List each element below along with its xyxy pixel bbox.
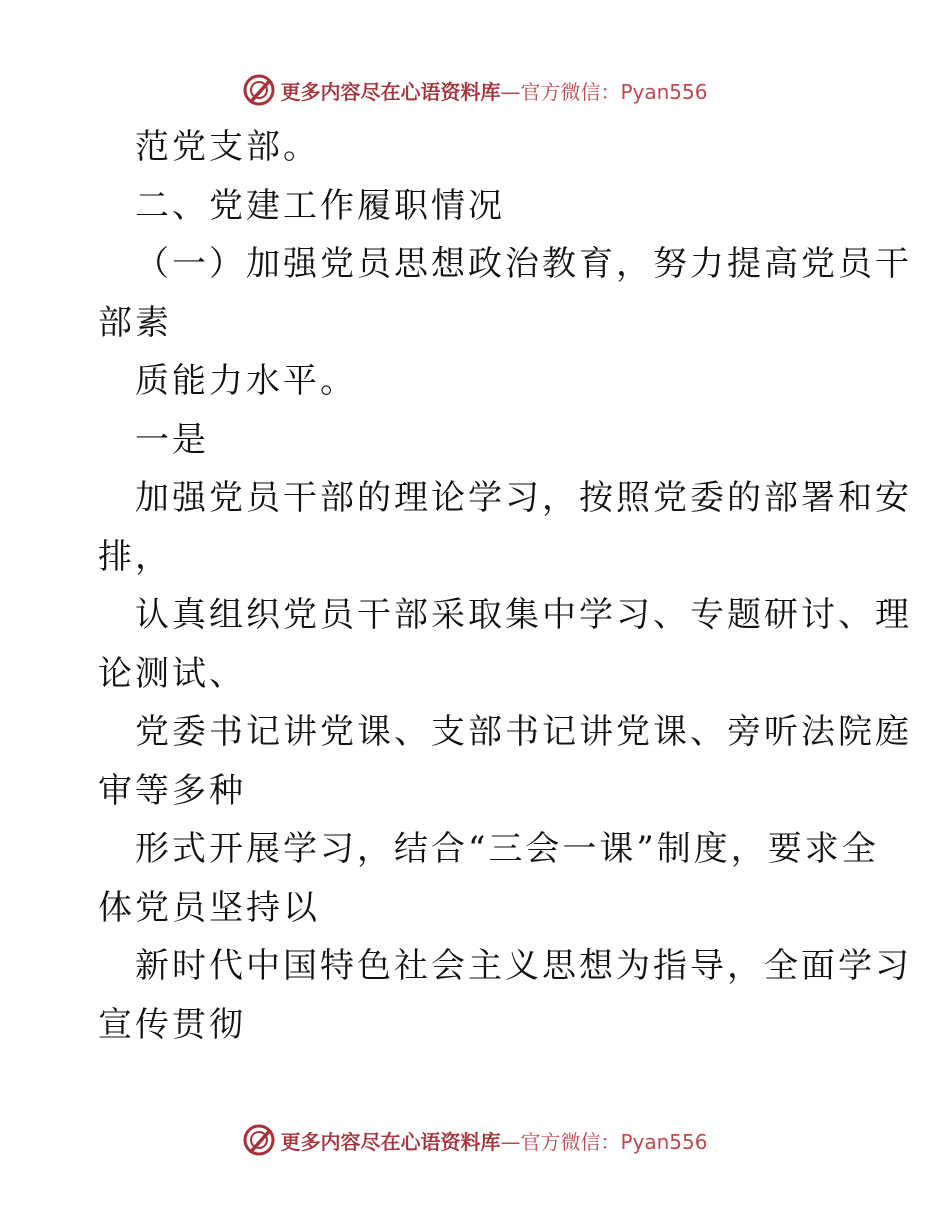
paragraph-line: 认真组织党员干部采取集中学习、专题研讨、理 xyxy=(135,595,912,635)
banner-title: 更多内容尽在心语资料库 xyxy=(280,1129,501,1154)
quill-logo-icon xyxy=(242,73,276,107)
quill-logo-icon xyxy=(242,1123,276,1157)
paragraph-line: 形式开展学习，结合“三会一课”制度，要求全 xyxy=(135,829,879,869)
section-heading: 二、党建工作履职情况 xyxy=(135,185,505,226)
document-body xyxy=(98,118,912,1054)
paragraph-line: 加强党员干部的理论学习，按照党委的部署和安 xyxy=(135,478,912,518)
paragraph-line: 一是 xyxy=(135,419,209,460)
paragraph-line: 范党支部。 xyxy=(135,127,320,167)
header-banner xyxy=(0,70,950,110)
paragraph-line-wrap: 论测试、 xyxy=(98,653,246,694)
banner-title: 更多内容尽在心语资料库 xyxy=(280,79,501,104)
paragraph-line-wrap: 宣传贯彻 xyxy=(98,1004,246,1045)
footer-banner xyxy=(0,1120,950,1160)
paragraph-line: 质能力水平。 xyxy=(135,361,357,401)
paragraph-line: 新时代中国特色社会主义思想为指导，全面学习 xyxy=(135,946,912,986)
paragraph-line-wrap: 排， xyxy=(98,536,172,577)
banner-wechat: —官方微信：Pyan556 xyxy=(500,79,708,104)
banner-wechat: —官方微信：Pyan556 xyxy=(500,1129,708,1154)
subsection-heading-wrap: 部素 xyxy=(98,302,172,343)
paragraph-line-wrap: 体党员坚持以 xyxy=(98,887,320,928)
subsection-heading: （一）加强党员思想政治教育，努力提高党员干 xyxy=(135,244,912,284)
paragraph-line-wrap: 审等多种 xyxy=(98,770,246,811)
paragraph-line: 党委书记讲党课、支部书记讲党课、旁听法院庭 xyxy=(135,712,912,752)
